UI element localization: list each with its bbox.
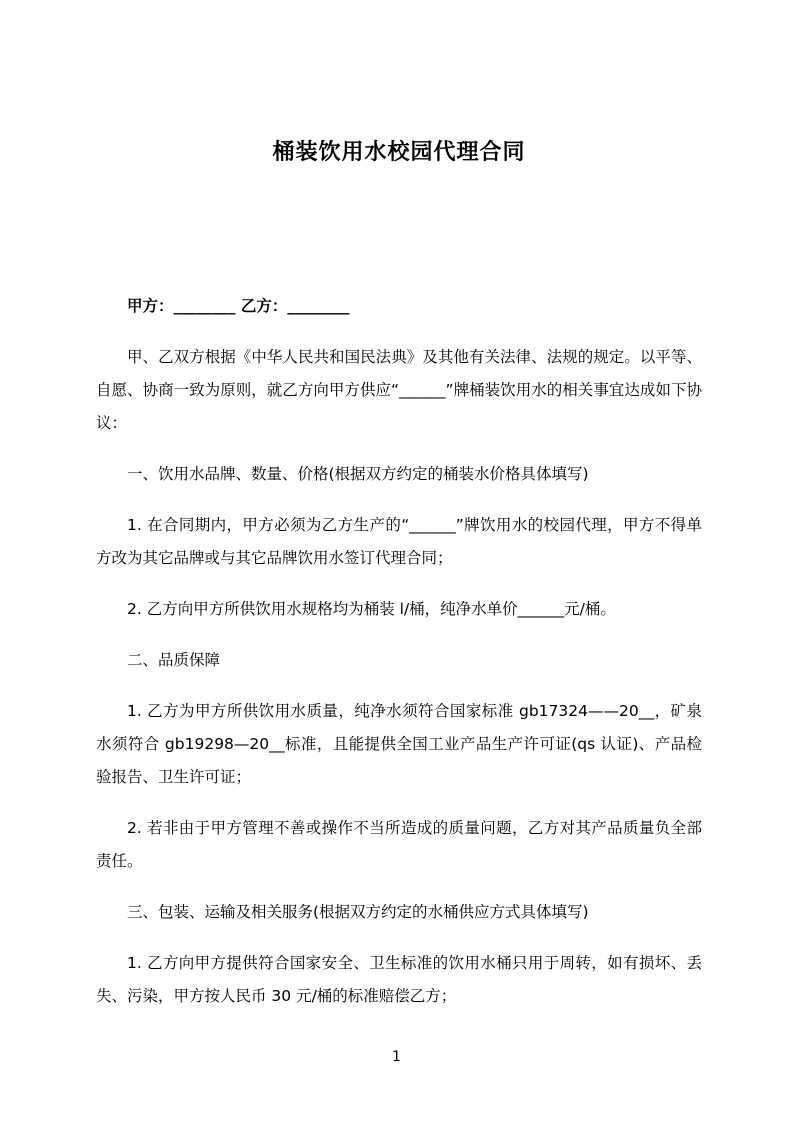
section-2-heading: 二、品质保障 (127, 651, 221, 669)
page-number: 1 (392, 1049, 401, 1065)
section-1-clause-1: 1. 在合同期内，甲方必须为乙方生产的“______”牌饮用水的校园代理，甲方不得单方改为其它品牌或与其它品牌饮用水签订代理合同； (96, 516, 702, 567)
section-2-clause-2: 2. 若非由于甲方管理不善或操作不当所造成的质量问题，乙方对其产品质量负全部责任。 (96, 819, 702, 870)
section-3-heading: 三、包装、运输及相关服务(根据双方约定的水桶供应方式具体填写) (127, 903, 589, 921)
document-title: 桶装饮用水校园代理合同 (272, 140, 526, 165)
intro-paragraph: 甲、乙双方根据《中华人民共和国民法典》及其他有关法律、法规的规定。以平等、自愿、协商一致为原则，就乙方向甲方供应“______”牌桶装饮用水的相关事宜达成如下协议： (96, 348, 702, 432)
section-2-clause-1: 1. 乙方为甲方所供饮用水质量，纯净水须符合国家标准 gb17324——20__，矿泉水须符合 gb19298—20__标准，且能提供全国工业产品生产许可证(qs 认证)、产品检验报告、卫生许可证； (96, 702, 702, 786)
section-1-clause-2: 2. 乙方向甲方所供饮用水规格均为桶装 l/桶，纯净水单价______元/桶。 (127, 600, 616, 618)
document-content (96, 138, 702, 1031)
parties-line: 甲方：________ 乙方：________ (127, 297, 350, 315)
section-3-clause-1: 1. 乙方向甲方提供符合国家安全、卫生标准的饮用水桶只用于周转，如有损坏、丢失、污染，甲方按人民币 30 元/桶的标准赔偿乙方； (96, 954, 702, 1005)
section-1-heading: 一、饮用水品牌、数量、价格(根据双方约定的桶装水价格具体填写) (127, 465, 589, 483)
